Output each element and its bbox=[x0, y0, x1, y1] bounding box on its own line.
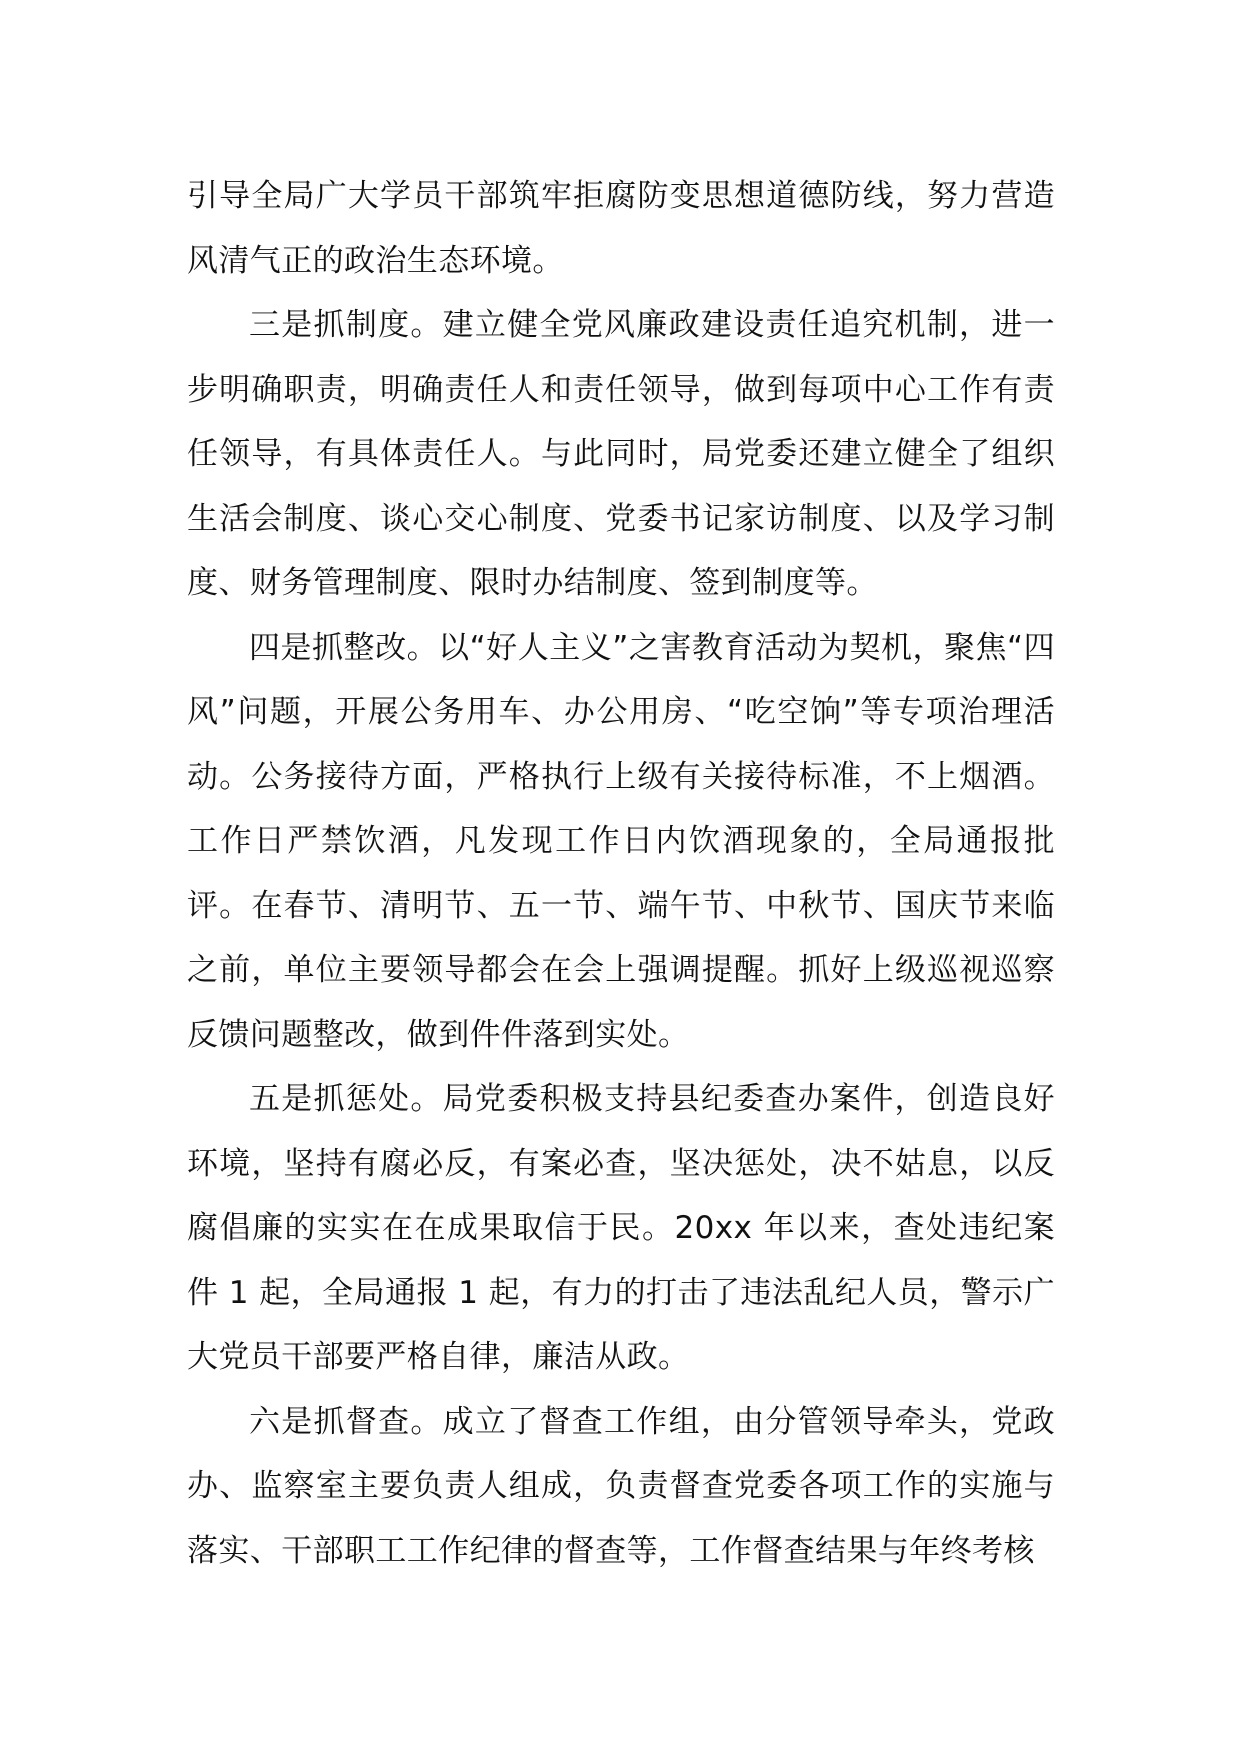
paragraph-punishment: 五是抓惩处。局党委积极支持县纪委查办案件，创造良好环境，坚持有腐必反，有案必查，坚决惩处，决不姑息，以反腐倡廉的实实在在成果取信于民。20xx 年以来，查处违纪案件 1 起，全局通报 1 起，有力的打击了违法乱纪人员，警示广大党员干部要严格自律，廉洁从政。 bbox=[187, 1081, 1055, 1375]
paragraph-continuation: 引导全局广大学员干部筑牢拒腐防变思想道德防线，努力营造风清气正的政治生态环境。 bbox=[187, 178, 1055, 279]
paragraph-system: 三是抓制度。建立健全党风廉政建设责任追究机制，进一步明确职责，明确责任人和责任领导，做到每项中心工作有责任领导，有具体责任人。与此同时，局党委还建立健全了组织生活会制度、谈心交心制度、党委书记家访制度、以及学习制度、财务管理制度、限时办结制度、签到制度等。 bbox=[187, 307, 1055, 601]
paragraph-rectification: 四是抓整改。以“好人主义”之害教育活动为契机，聚焦“四风”问题，开展公务用车、办公用房、“吃空饷”等专项治理活动。公务接待方面，严格执行上级有关接待标准，不上烟酒。工作日严禁饮酒，凡发现工作日内饮酒现象的，全局通报批评。在春节、清明节、五一节、端午节、中秋节、国庆节来临之前，单位主要领导都会在会上强调提醒。抓好上级巡视巡察反馈问题整改，做到件件落到实处。 bbox=[187, 629, 1055, 1053]
paragraph-supervision: 六是抓督查。成立了督查工作组，由分管领导牵头，党政办、监察室主要负责人组成，负责督查党委各项工作的实施与落实、干部职工工作纪律的督查等，工作督查结果与年终考核 bbox=[187, 1403, 1055, 1569]
document-body bbox=[187, 164, 1055, 1583]
